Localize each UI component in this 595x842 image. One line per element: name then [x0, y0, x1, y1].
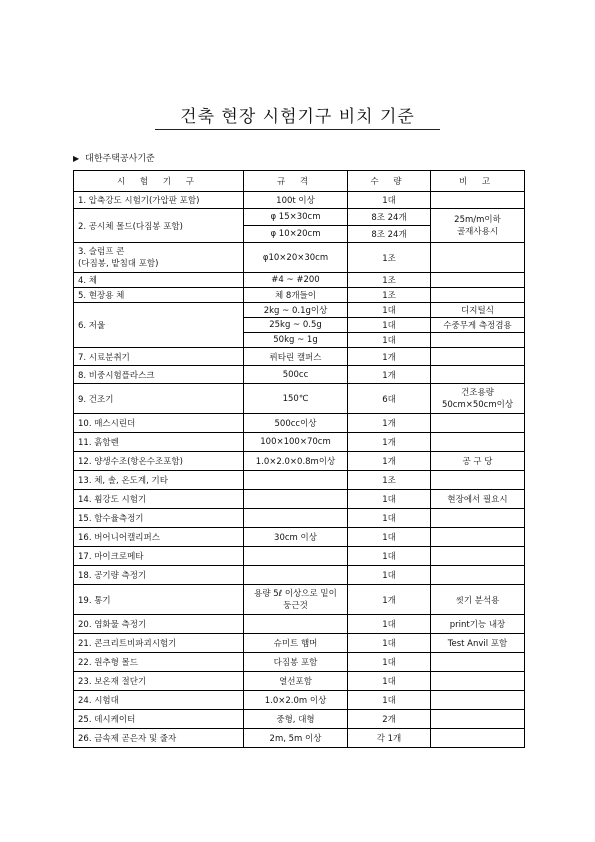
table-row: [74, 348, 525, 366]
cell-qty: 1대: [348, 672, 431, 691]
cell-spec: 슈미트 햄머: [244, 634, 348, 653]
table-row: [74, 547, 525, 566]
cell-name: 23. 보온재 절단기: [74, 672, 244, 691]
table-row: [74, 528, 525, 547]
cell-spec: 150℃: [244, 384, 348, 414]
table-row: [74, 366, 525, 384]
cell-spec: 열선포함: [244, 672, 348, 691]
cell-qty: 1대: [348, 490, 431, 509]
cell-spec: 50kg ~ 1g: [244, 333, 348, 348]
cell-note: print기능 내장: [431, 615, 525, 634]
cell-name: 13. 체, 솔, 온도계, 기타: [74, 471, 244, 490]
cell-spec: 2m, 5m 이상: [244, 729, 348, 748]
table-row: [74, 433, 525, 452]
table-row: [74, 471, 525, 490]
table-row: [74, 615, 525, 634]
spec-line: 용량 5ℓ 이상으로 밑이: [254, 588, 337, 599]
cell-qty: 1대: [348, 333, 431, 348]
cell-qty: 각 1개: [348, 729, 431, 748]
table-row: [74, 653, 525, 672]
table-row: [74, 509, 525, 528]
table-row: [74, 566, 525, 585]
table-row: [74, 634, 525, 653]
cell-qty: 1조: [348, 243, 431, 273]
cell-name: 18. 공기량 측정기: [74, 566, 244, 585]
cell-name: 5. 현장용 체: [74, 288, 244, 303]
header-qty: 수 량: [348, 171, 431, 192]
cell-spec: [244, 547, 348, 566]
cell-spec: 뤼타린 캘퍼스: [244, 348, 348, 366]
cell-spec: 1.0×2.0m 이상: [244, 691, 348, 710]
cell-qty: 1대: [348, 318, 431, 333]
cell-note: 씻기 분석용: [431, 585, 525, 615]
cell-note: 수중무게 측정겸용: [431, 318, 525, 333]
cell-qty: 1대: [348, 634, 431, 653]
cell-spec: [244, 585, 348, 615]
cell-qty: 1대: [348, 547, 431, 566]
cell-name: 22. 원추형 몰드: [74, 653, 244, 672]
cell-spec: 중형, 대형: [244, 710, 348, 729]
cell-qty: 8조 24개: [348, 209, 431, 226]
cell-name: 21. 콘크리트비파괴시험기: [74, 634, 244, 653]
cell-qty: 1개: [348, 414, 431, 433]
cell-name: 8. 비중시험플라스크: [74, 366, 244, 384]
cell-spec: #4 ~ #200: [244, 273, 348, 288]
table-row: [74, 710, 525, 729]
title-underline: [155, 129, 440, 130]
cell-spec: 500cc이상: [244, 414, 348, 433]
page-title: 건축 현장 시험기구 비치 기준: [180, 107, 415, 127]
cell-note: 공 구 당: [431, 452, 525, 471]
cell-name: 1. 압축강도 시험기(가압판 포함): [74, 192, 244, 209]
cell-qty: 1조: [348, 273, 431, 288]
cell-name: 6. 저울: [74, 303, 244, 348]
cell-spec: 1.0×2.0×0.8m이상: [244, 452, 348, 471]
cell-note: [431, 691, 525, 710]
cell-spec: φ 10×20cm: [244, 226, 348, 243]
cell-spec: 2kg ~ 0.1g이상: [244, 303, 348, 318]
cell-spec: [244, 615, 348, 634]
cell-spec: 100t 이상: [244, 192, 348, 209]
cell-note: [431, 348, 525, 366]
cell-note: [431, 509, 525, 528]
cell-spec: 100×100×70cm: [244, 433, 348, 452]
cell-name: 26. 금속제 곧은자 및 줄자: [74, 729, 244, 748]
cell-spec: φ 15×30cm: [244, 209, 348, 226]
cell-name: 17. 마이크로메타: [74, 547, 244, 566]
cell-name: 15. 함수율측정기: [74, 509, 244, 528]
cell-spec: 500cc: [244, 366, 348, 384]
cell-qty: 1대: [348, 653, 431, 672]
cell-spec: [244, 509, 348, 528]
cell-note: [431, 209, 525, 243]
table-row: [74, 384, 525, 414]
cell-spec: [244, 490, 348, 509]
cell-note: [431, 672, 525, 691]
table-row: [74, 303, 525, 318]
cell-qty: 1대: [348, 192, 431, 209]
cell-qty: 1대: [348, 615, 431, 634]
cell-qty: 8조 24개: [348, 226, 431, 243]
cell-note: [431, 366, 525, 384]
header-equipment: 시 험 기 구: [74, 171, 244, 192]
cell-note: 디지털식: [431, 303, 525, 318]
cell-note: [431, 547, 525, 566]
table-row: [74, 452, 525, 471]
cell-spec: 30cm 이상: [244, 528, 348, 547]
cell-note: [431, 273, 525, 288]
cell-name: 4. 체: [74, 273, 244, 288]
cell-name: 10. 매스시린더: [74, 414, 244, 433]
cell-name: 9. 건조기: [74, 384, 244, 414]
header-note: 비 고: [431, 171, 525, 192]
table-header-row: [74, 171, 525, 192]
cell-note: [431, 710, 525, 729]
table-row: [74, 490, 525, 509]
cell-note: [431, 566, 525, 585]
cell-name: 7. 시료분취기: [74, 348, 244, 366]
note-line: 50cm×50cm이상: [441, 399, 514, 410]
cell-note: [431, 729, 525, 748]
cell-name: 25. 데시케이터: [74, 710, 244, 729]
table-row: [74, 414, 525, 433]
cell-note: [431, 528, 525, 547]
cell-qty: 1개: [348, 585, 431, 615]
cell-spec: φ10×20×30cm: [244, 243, 348, 273]
cell-name: 24. 시험대: [74, 691, 244, 710]
cell-note: [431, 333, 525, 348]
name-line: (다짐봉, 밭침대 포함): [78, 258, 159, 269]
cell-qty: 1개: [348, 366, 431, 384]
cell-name: 16. 버어니어캘리퍼스: [74, 528, 244, 547]
cell-qty: 6대: [348, 384, 431, 414]
cell-qty: 1조: [348, 288, 431, 303]
subtitle-text: 대한주택공사기준: [85, 154, 155, 164]
cell-qty: 1조: [348, 471, 431, 490]
cell-note: 현장에서 필요시: [431, 490, 525, 509]
cell-qty: 1대: [348, 509, 431, 528]
cell-qty: 1대: [348, 528, 431, 547]
cell-spec: 체 8개들이: [244, 288, 348, 303]
cell-name: 2. 공시체 몰드(다짐봉 포함): [74, 209, 244, 243]
cell-spec: 다짐봉 포함: [244, 653, 348, 672]
name-line: 3. 슬럼프 콘: [78, 246, 125, 257]
cell-qty: 1대: [348, 303, 431, 318]
cell-qty: 1개: [348, 433, 431, 452]
cell-name: 19. 통기: [74, 585, 244, 615]
cell-name: 12. 양생수조(항온수조포함): [74, 452, 244, 471]
table-row: [74, 209, 525, 226]
table-row: [74, 192, 525, 209]
cell-name: 20. 염화물 측정기: [74, 615, 244, 634]
subtitle: [73, 151, 155, 164]
header-spec: 규 격: [244, 171, 348, 192]
cell-note: [431, 243, 525, 273]
cell-name: 14. 휨강도 시험기: [74, 490, 244, 509]
note-line: 건조용량: [461, 387, 494, 398]
cell-name: [74, 243, 244, 273]
cell-note: [431, 288, 525, 303]
table-row: [74, 288, 525, 303]
cell-spec: [244, 566, 348, 585]
cell-note: [431, 414, 525, 433]
cell-spec: 25kg ~ 0.5g: [244, 318, 348, 333]
spec-line: 둥근것: [283, 600, 308, 611]
cell-qty: 2개: [348, 710, 431, 729]
cell-qty: 1대: [348, 691, 431, 710]
cell-spec: [244, 471, 348, 490]
cell-note: [431, 433, 525, 452]
note-line: 25m/m이하: [454, 214, 501, 225]
table-row: [74, 243, 525, 273]
table-row: [74, 729, 525, 748]
note-line: 골재사용시: [456, 226, 499, 237]
table-row: [74, 585, 525, 615]
cell-qty: 1개: [348, 348, 431, 366]
equipment-table: [73, 170, 525, 748]
cell-note: Test Anvil 포함: [431, 634, 525, 653]
cell-note: [431, 192, 525, 209]
cell-note: [431, 471, 525, 490]
cell-qty: 1개: [348, 452, 431, 471]
table-row: [74, 273, 525, 288]
cell-note: [431, 653, 525, 672]
cell-name: 11. 흙함렌: [74, 433, 244, 452]
table-row: [74, 691, 525, 710]
cell-qty: 1대: [348, 566, 431, 585]
cell-note: [431, 384, 525, 414]
table-row: [74, 672, 525, 691]
triangle-bullet-icon: ▶: [73, 154, 80, 163]
